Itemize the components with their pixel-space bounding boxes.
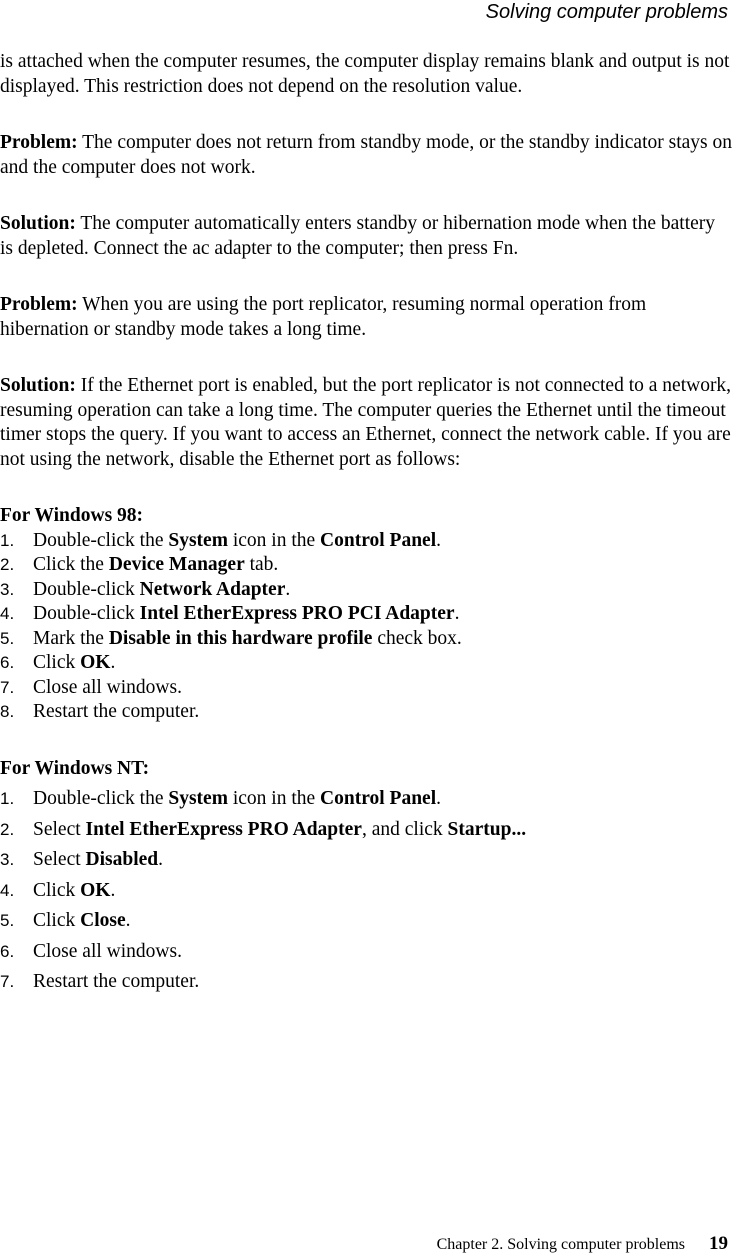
paragraph-solution-standby [0,212,732,261]
step-text [33,909,131,934]
ui-term: OK [80,879,111,901]
list-item [0,676,732,701]
list-item [0,578,732,603]
step-number: 3. [0,579,15,599]
step-text-part: Double-click the [33,529,169,551]
paragraph-problem-replicator [0,293,732,342]
step-text-part: Double-click the [33,788,169,809]
step-text [33,676,182,701]
ui-term: Intel EtherExpress PRO PCI Adapter [139,603,455,624]
list-item [0,651,732,676]
step-text-part: Double-click [33,578,140,600]
step-number: 1. [0,530,15,550]
step-text-part: Click [33,910,81,931]
step-text-part: . [158,849,164,870]
footer-chapter: Chapter 2. Solving computer problems [436,1236,685,1253]
ui-term: Control Panel [320,529,437,551]
ui-term: System [168,788,228,809]
solution-label: Solution: [0,375,76,396]
step-text [33,627,462,652]
step-number: 4. [0,604,15,623]
step-text-part: . [454,603,460,624]
step-number: 1. [0,789,15,808]
ui-term: System [168,529,228,551]
step-text-part: Close all windows. [33,676,182,698]
step-text [33,602,459,627]
step-text-part: Restart the computer. [33,701,200,722]
step-text-part: . [125,910,131,931]
step-text [33,940,182,965]
step-text [33,553,278,578]
step-number: 7. [0,972,15,991]
list-item [0,627,732,652]
step-text [33,578,290,603]
list-item [0,700,732,725]
step-number: 4. [0,880,15,900]
page-number: 19 [709,1233,728,1254]
step-text-part: icon in the [227,529,321,551]
step-text [33,818,526,843]
step-number: 5. [0,628,15,648]
winnt-steps-list [0,787,732,995]
step-text-part: check box. [372,627,462,649]
step-text-part: Close all windows. [33,940,182,962]
list-item [0,909,732,934]
winnt-heading: For Windows NT: [0,757,150,779]
step-text-part: tab. [244,554,279,575]
page-body [0,50,732,1027]
step-text-part: Double-click [33,603,140,624]
ui-term: Network Adapter [139,578,286,600]
win98-heading: For Windows 98: [0,505,144,526]
list-item [0,553,732,578]
ui-term: Startup... [447,818,527,840]
step-text [33,651,115,676]
step-number: 8. [0,702,15,721]
step-number: 2. [0,555,15,574]
step-number: 6. [0,653,15,672]
list-item [0,787,732,812]
paragraph-problem-standby [0,131,732,180]
step-text-part: . [110,879,116,901]
step-text [33,700,199,725]
page-footer [437,1233,728,1256]
ui-term: Disabled [85,849,159,870]
step-number: 7. [0,677,15,697]
paragraph-solution-ethernet [0,374,732,472]
step-text-part: . [436,788,442,809]
problem-label: Problem: [0,294,78,315]
list-item [0,529,732,554]
paragraph-text: The computer does not return from standby mode, or the standby indicator stays on and the computer does not work. [0,132,732,178]
step-text [33,879,115,904]
step-number: 5. [0,911,15,930]
step-text-part: . [110,652,116,673]
step-text [33,970,199,995]
list-item [0,940,732,965]
step-text-part: , and click [361,818,448,840]
list-item [0,879,732,904]
step-text [33,787,441,812]
ui-term: Close [80,910,126,931]
step-text-part: Select [33,818,86,840]
ui-term: Disable in this hardware profile [108,627,373,649]
list-item [0,970,732,995]
ui-term: Device Manager [108,554,245,575]
paragraph-text: is attached when the computer resumes, the computer display remains blank and output is not displayed. This restriction does not depend on the resolution value. [0,51,730,97]
list-item [0,602,732,627]
list-item [0,818,732,843]
step-text-part: . [436,529,442,551]
ui-term: OK [80,652,111,673]
step-text-part: Select [33,849,86,870]
step-number: 3. [0,850,15,869]
step-text-part: Mark the [33,627,109,649]
step-number: 6. [0,941,15,961]
ui-term: Control Panel [320,788,437,809]
ui-term: Intel EtherExpress PRO Adapter [85,818,362,840]
paragraph-text: If the Ethernet port is enabled, but the port replicator is not connected to a network, resuming operation can take a long time. The computer queries the Ethernet until the timeout timer stops the query. If you want to access an Ethernet, connect the network cable. If you are not using the network, disable the Ethernet port as follows: [0,375,732,470]
step-text-part: Click [33,879,81,901]
step-number: 2. [0,819,15,839]
step-text-part: . [285,578,291,600]
paragraph-text: The computer automatically enters standby or hibernation mode when the battery is depleted. Connect the ac adapter to the computer; then press Fn. [0,213,716,259]
step-text-part: Restart the computer. [33,971,200,992]
problem-label: Problem: [0,132,78,153]
win98-steps-section [0,504,732,725]
paragraph-text: When you are using the port replicator, resuming normal operation from hibernation or standby mode takes a long time. [0,294,647,340]
step-text-part: icon in the [227,788,321,809]
step-text [33,848,163,873]
step-text-part: Click the [33,554,109,575]
step-text [33,529,441,554]
winnt-steps-section [0,757,732,995]
running-header: Solving computer problems [485,1,728,23]
win98-steps-list [0,529,732,725]
solution-label: Solution: [0,213,76,234]
paragraph-continuation [0,50,732,99]
step-text-part: Click [33,652,81,673]
list-item [0,848,732,873]
